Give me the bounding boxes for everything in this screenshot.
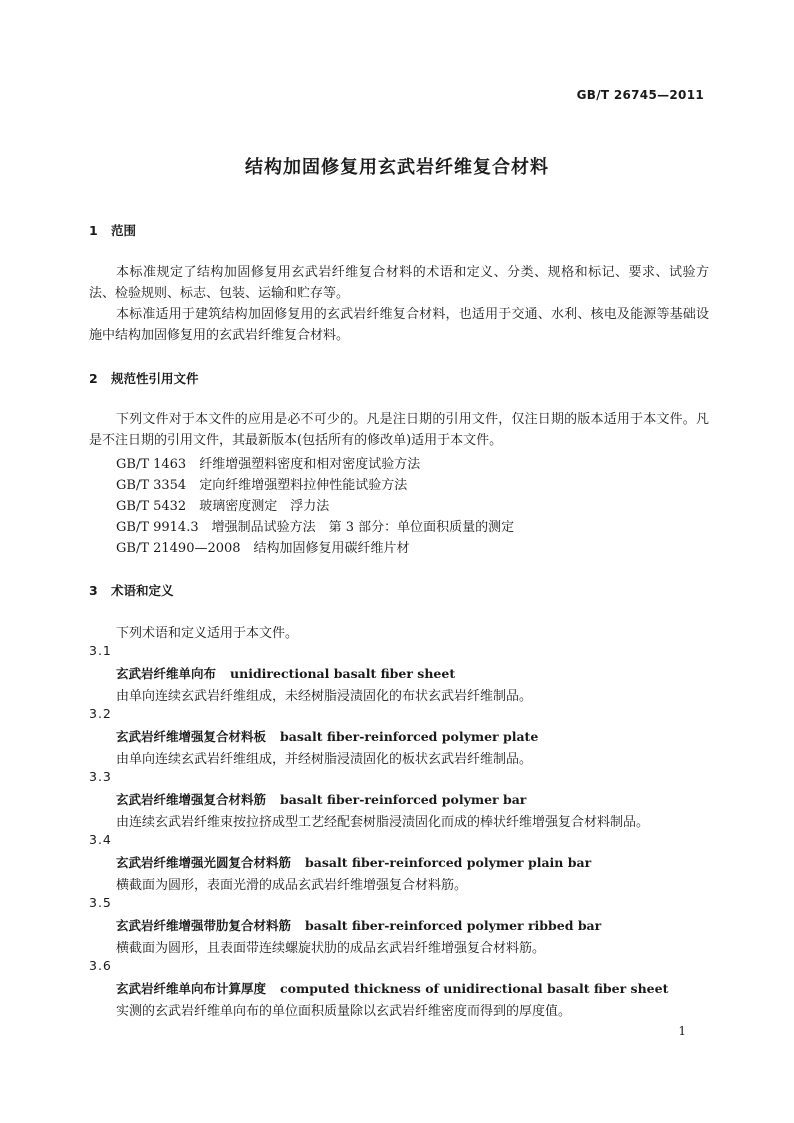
term-definition: 横截面为圆形，表面光滑的成品玄武岩纤维增强复合材料筋。 — [116, 878, 468, 893]
term-en: basalt fiber-reinforced polymer ribbed bar — [305, 918, 602, 933]
term-zh: 玄武岩纤维单向布 — [116, 666, 217, 681]
section-3-heading — [89, 581, 174, 599]
section-1-paragraph-2: 本标准适用于建筑结构加固修复用的玄武岩纤维复合材料，也适用于交通、水利、核电及能源等基础设施中结构加固修复用的玄武岩纤维复合材料。 — [89, 307, 709, 343]
term-entry — [116, 979, 668, 997]
term-entry — [116, 853, 591, 871]
section-title: 规范性引用文件 — [111, 371, 199, 386]
reference-item: GB/T 21490—2008 结构加固修复用碳纤维片材 — [116, 541, 410, 556]
clause-number: 3.2 — [89, 706, 112, 721]
section-1-paragraph-1: 本标准规定了结构加固修复用玄武岩纤维复合材料的术语和定义、分类、规格和标记、要求、试验方法、检验规则、标志、包装、运输和贮存等。 — [89, 265, 709, 301]
section-number: 2 — [89, 371, 98, 386]
term-zh: 玄武岩纤维增强复合材料筋 — [116, 792, 267, 807]
document-title: 结构加固修复用玄武岩纤维复合材料 — [245, 157, 549, 178]
section-2-paragraph-1: 下列文件对于本文件的应用是必不可少的。凡是注日期的引用文件，仅注日期的版本适用于本文件。凡是不注日期的引用文件，其最新版本(包括所有的修改单)适用于本文件。 — [89, 412, 709, 448]
term-definition: 由连续玄武岩纤维束按拉挤成型工艺经配套树脂浸渍固化而成的棒状纤维增强复合材料制品。 — [116, 815, 650, 830]
page-number: 1 — [678, 1024, 686, 1038]
term-en: unidirectional basalt fiber sheet — [230, 666, 456, 681]
section-title: 术语和定义 — [111, 583, 174, 598]
clause-number: 3.4 — [89, 832, 112, 847]
term-en: computed thickness of unidirectional basalt fiber sheet — [280, 981, 669, 996]
section-title: 范围 — [111, 223, 137, 238]
term-definition: 由单向连续玄武岩纤维组成，并经树脂浸渍固化的板状玄武岩纤维制品。 — [116, 752, 533, 767]
term-zh: 玄武岩纤维增强复合材料板 — [116, 729, 267, 744]
clause-number: 3.6 — [89, 958, 112, 973]
reference-item: GB/T 5432 玻璃密度测定 浮力法 — [116, 499, 330, 514]
section-2-heading — [89, 369, 199, 387]
term-zh: 玄武岩纤维增强带肋复合材料筋 — [116, 918, 292, 933]
reference-item: GB/T 1463 纤维增强塑料密度和相对密度试验方法 — [116, 457, 421, 472]
term-entry — [116, 727, 538, 745]
section-number: 3 — [89, 583, 98, 598]
term-definition: 由单向连续玄武岩纤维组成，未经树脂浸渍固化的布状玄武岩纤维制品。 — [116, 689, 533, 704]
section-1-heading — [89, 221, 136, 239]
section-number: 1 — [89, 223, 98, 238]
term-en: basalt fiber-reinforced polymer plain bar — [305, 855, 592, 870]
term-en: basalt fiber-reinforced polymer plate — [280, 729, 539, 744]
term-zh: 玄武岩纤维单向布计算厚度 — [116, 981, 267, 996]
term-entry — [116, 790, 526, 808]
reference-item: GB/T 9914.3 增强制品试验方法 第 3 部分：单位面积质量的测定 — [116, 520, 515, 535]
standard-code: GB/T 26745—2011 — [576, 88, 704, 102]
term-zh: 玄武岩纤维增强光圆复合材料筋 — [116, 855, 292, 870]
section-3-paragraph-1: 下列术语和定义适用于本文件。 — [116, 626, 299, 641]
clause-number: 3.5 — [89, 895, 112, 910]
clause-number: 3.1 — [89, 643, 112, 658]
clause-number: 3.3 — [89, 769, 112, 784]
term-en: basalt fiber-reinforced polymer bar — [280, 792, 527, 807]
reference-item: GB/T 3354 定向纤维增强塑料拉伸性能试验方法 — [116, 478, 408, 493]
term-entry — [116, 916, 601, 934]
term-entry — [116, 664, 455, 682]
term-definition: 实测的玄武岩纤维单向布的单位面积质量除以玄武岩纤维密度而得到的厚度值。 — [116, 1004, 572, 1019]
term-definition: 横截面为圆形，且表面带连续螺旋状肋的成品玄武岩纤维增强复合材料筋。 — [116, 941, 546, 956]
